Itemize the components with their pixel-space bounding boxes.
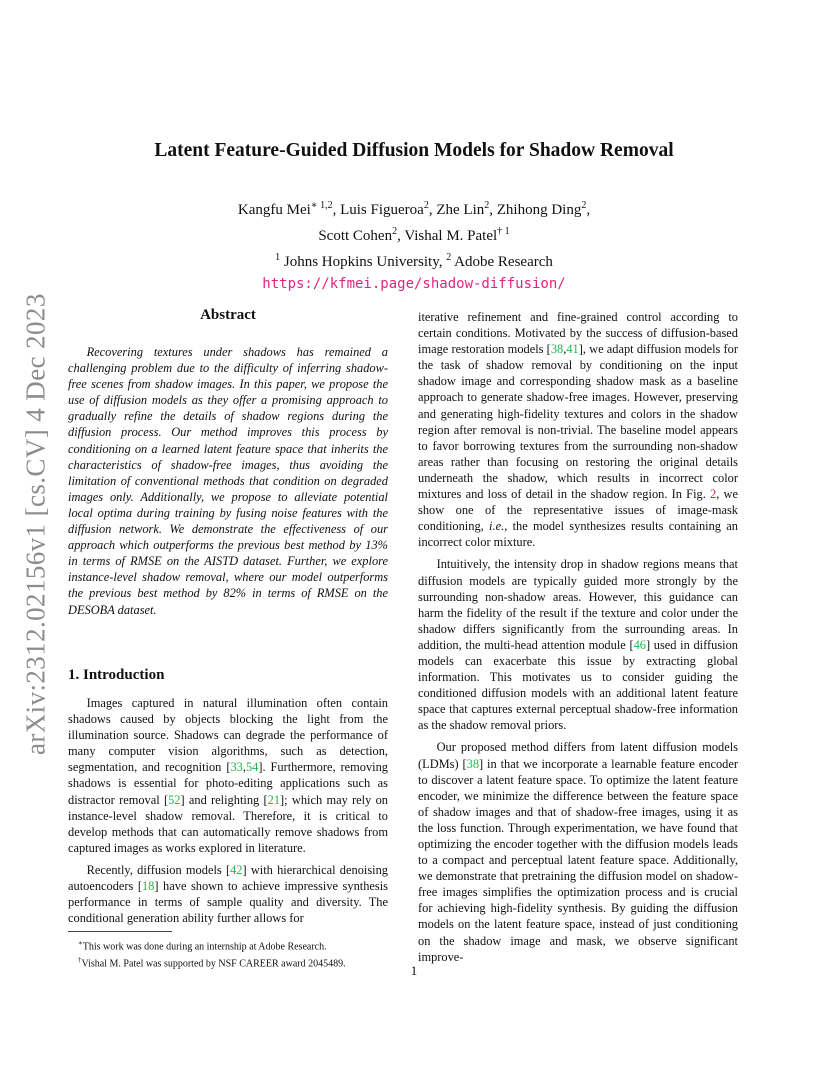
abstract-text: Recovering textures under shadows has remained a challenging problem due to the difficulty of inferring shadow-free scenes from shadow images. In this paper, we propose the use of diffusion models as they offer a promising approach to gradually refine the details of shadow regions during the diffusion process. Our method improves this process by conditioning on a learned latent feature space that inherits the characteristics of shadow-free images, thus avoiding the limitation of conventional methods that condition on degraded images only. Additionally, we propose to alleviate potential local optima during training by fusing noise features with the diffusion network. We demonstrate the effectiveness of our approach which outperforms the previous best method by 13% in terms of RMSE on the AISTD dataset. Further, we explore instance-level shadow removal, where our model outperforms the previous best method by 82% in terms of RMSE on the DESOBA dataset. <box>68 345 388 617</box>
author-affil-mark: 2 <box>581 200 587 211</box>
affiliations <box>0 247 828 273</box>
author-name: Luis Figueroa <box>340 202 424 218</box>
author-line-2: Scott Cohen$^2$, Vishal M. Patel$^{\dagger 1}$ <box>318 226 510 244</box>
citation-link[interactable]: 18 <box>142 879 155 894</box>
citation-link[interactable]: 33 <box>230 760 243 775</box>
author-affil-mark: † 1 <box>497 226 510 237</box>
abstract-heading: Abstract <box>200 307 256 323</box>
author-name: Kangfu Mei <box>237 202 311 218</box>
author-name: Zhe Lin <box>436 202 485 218</box>
citation-link[interactable]: 42 <box>230 862 243 877</box>
paragraph: Recently, diffusion models [42] with hierarchical denoising autoencoders [18] have shown to achieve impressive synthesis performance in terms of sample quality and diversity. The conditional generation ability further allows for <box>68 862 388 926</box>
citation-link[interactable]: 52 <box>168 792 181 807</box>
affiliation: Johns Hopkins University, <box>283 254 443 270</box>
author-block <box>0 195 828 295</box>
citation-link[interactable]: 46 <box>633 637 646 652</box>
citation-link[interactable]: 54 <box>245 760 259 775</box>
project-url-link[interactable]: https://kfmei.page/shadow-diffusion/ <box>262 276 566 292</box>
affil-mark: 2 <box>446 252 452 263</box>
affiliation: Adobe Research <box>454 254 553 270</box>
author-line-1: Kangfu Mei$^{∗ 1,2}$, Luis Figueroa$^2$, Zhe Lin$^2$, Zhihong Ding$^2$, <box>237 200 591 218</box>
right-column-body <box>418 309 738 965</box>
citation-link[interactable]: 21 <box>267 792 281 807</box>
paragraph: Intuitively, the intensity drop in shadow regions means that diffusion models are typically guided more strongly by the surrounding non-shadow areas. However, this guidance can harm the fidelity of the result if the texture and color under the shadow differs significantly from the surrounding areas. In addition, the multi-head attention module [46] used in diffusion models can exacerbate this issue by extracting global information. This motivates us to consider guiding the conditioned diffusion models with an additional latent feature space that captures external perceptual shadow-free information as the shadow removal priors. <box>418 557 739 733</box>
author-affil-mark: 2 <box>423 200 429 211</box>
abstract-body <box>68 344 388 618</box>
arxiv-identifier: arXiv:2312.02156v1 [cs.CV] 4 Dec 2023 <box>20 293 51 755</box>
paragraph: Images captured in natural illumination often contain shadows caused by objects blocking the light from the illumination source. Shadows can degrade the performance of many computer vision algorithms, such as detection, segmentation, and recognition [33,54]. Furthermore, removing shadows is essential for photo-editing applications such as distractor removal [52] and relighting [21]; which may rely on instance-level shadow removal. Therefore, it is critical to develop methods that can automatically remove shadows from captured images as works explored in literature. <box>68 696 388 855</box>
footnote: †Vishal M. Patel was supported by NSF CAREER award 2045489. <box>78 955 346 970</box>
paragraph: iterative refinement and fine-grained control according to certain conditions. Motivated by the success of diffusion-based image restoration models [38,41], we adapt diffusion models for the task of shadow removal by conditioning on the input shadow image and corresponding shadow mask as a baseline approach to generate shadow-free images. However, preserving and generating high-fidelity textures and colors in the shadow region after removal is non-trivial. The baseline model appears to favor borrowing textures from the surrounding non-shadow areas rather than focusing on restoring the original details underneath the shadow, which results in incorrect color mixtures and loss of detail in the shadow region. In Fig. 2, we show one of the representative issues of image-mask conditioning, i.e., the model synthesizes results containing an incorrect color mixture. <box>418 310 738 550</box>
figure-ref-link[interactable]: 2 <box>710 487 717 502</box>
section-heading-introduction: 1. Introduction <box>68 667 165 683</box>
author-affil-mark: 2 <box>484 200 490 211</box>
author-name: Scott Cohen <box>318 228 393 244</box>
citation-link[interactable]: 38 <box>550 342 564 357</box>
page-number: 1 <box>410 963 418 978</box>
author-affil-mark: 2 <box>392 226 398 237</box>
affil-mark: 1 <box>275 252 281 263</box>
paragraph: Our proposed method differs from latent diffusion models (LDMs) [38] in that we incorporate a learnable feature encoder to discover a latent feature space. To optimize the latent feature encoder, we minimize the difference between the feature space of shadow images and that of shadow-free images, using it as the loss function. Through experimentation, we have found that optimizing the encoder together with the diffusion models leads to a compact and perceptual latent feature space. Additionally, we demonstrate that pretraining the diffusion model on shadow-free images simplifies the optimization process and is crucial for achieving high-fidelity synthesis. By guiding the diffusion models on the latent feature space, instead of just conditioning on the shadow image and mask, we observe significant improve- <box>418 740 738 964</box>
footnote-rule <box>68 931 172 932</box>
author-affil-mark: ∗ 1,2 <box>310 200 333 211</box>
citation-link[interactable]: 41 <box>566 342 579 357</box>
author-name: Vishal M. Patel <box>404 228 498 244</box>
author-name: Zhihong Ding <box>496 202 582 218</box>
introduction-body <box>68 695 388 926</box>
footnote: ∗This work was done during an internship at Adobe Research. <box>78 939 327 953</box>
citation-link[interactable]: 38 <box>466 756 480 771</box>
paper-title: Latent Feature-Guided Diffusion Models for Shadow Removal <box>154 140 674 161</box>
